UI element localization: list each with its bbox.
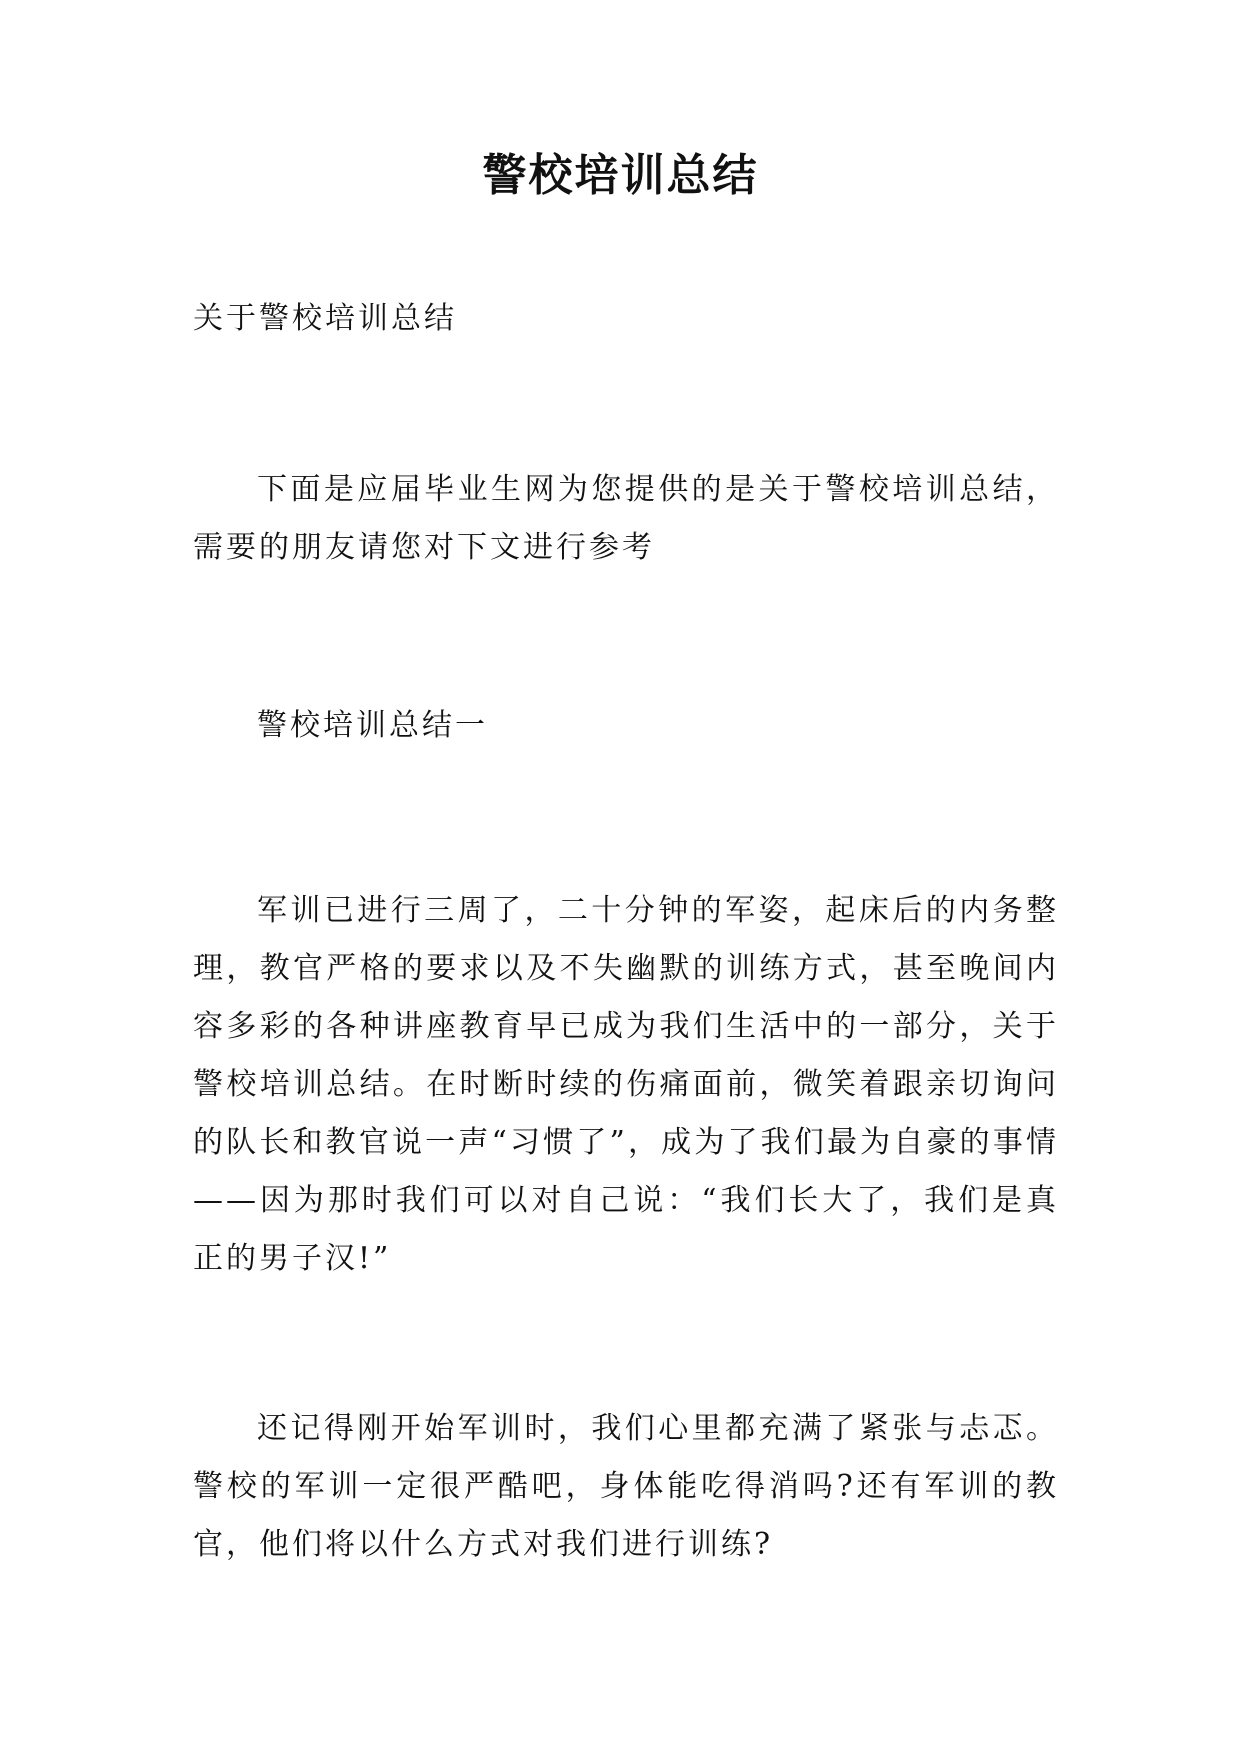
document-subtitle: 关于警校培训总结 [193, 301, 457, 336]
body-paragraph: 还记得刚开始军训时，我们心里都充满了紧张与忐忑。警校的军训一定很严酷吧，身体能吃得消吗?还有军训的教官，他们将以什么方式对我们进行训练? [193, 1411, 1059, 1562]
body-paragraph: 军训已进行三周了，二十分钟的军姿，起床后的内务整理，教官严格的要求以及不失幽默的训练方式，甚至晚间内容多彩的各种讲座教育早已成为我们生活中的一部分，关于警校培训总结。在时断时续的伤痛面前，微笑着跟亲切询问的队长和教官说一声“习惯了”，成为了我们最为自豪的事情——因为那时我们可以对自己说：“我们长大了，我们是真正的男子汉!” [193, 893, 1059, 1276]
intro-paragraph: 下面是应届毕业生网为您提供的是关于警校培训总结，需要的朋友请您对下文进行参考 [193, 472, 1059, 565]
section-heading: 警校培训总结一 [257, 708, 488, 743]
document-title: 警校培训总结 [482, 150, 759, 201]
